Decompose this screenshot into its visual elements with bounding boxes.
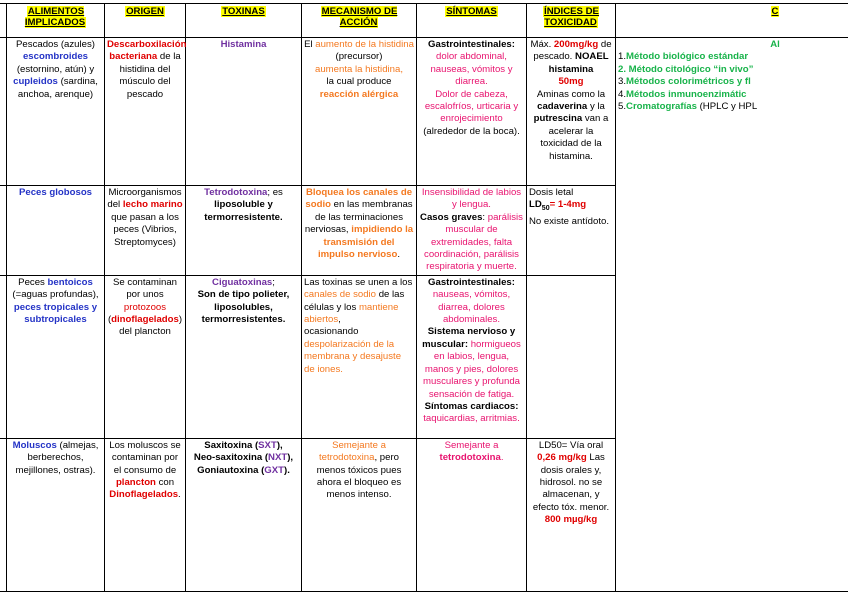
control-cell: Al 1.Método biológico estándar 2. Método citológico “in vivo” 3.Métodos colorimétricos y fl 4.Métodos inmunoenzimátic 5.Cromatografías (HPLC y HPL xyxy=(616,38,848,592)
symptoms-cell: Gastrointestinales: nauseas, vómitos, diarrea, dolores abdominales. Sistema nervioso y muscular: hormigueos en labios, lengua, manos y pies, dolores musculares y profunda sensación de fatiga. Síntomas cardiacos: taquicardias, arritmias. xyxy=(417,275,527,438)
origin-cell: Microorganismos del lecho marino que pasan a los peces (Vibrios, Streptomyces) xyxy=(105,186,186,276)
foods-cell: Peces globosos xyxy=(7,186,105,276)
header-mechanism: MECANISMO DE ACCIÓN xyxy=(302,4,417,38)
mechanism-cell: Las toxinas se unen a los canales de sodio de las células y los mantiene abiertos, ocasionando despolarización de la membrana y desajuste de iones. xyxy=(302,275,417,438)
toxicity-cell: LD50= Vía oral 0,26 mg/kg Las dosis orales y, hidrosol. no se almacenan, y efecto tóx. menor. 800 mµg/kg xyxy=(527,438,616,591)
toxin-cell: Histamina xyxy=(186,38,302,186)
toxicity-cell xyxy=(527,275,616,438)
toxin-cell: Ciguatoxinas; Son de tipo polieter, liposolubles, termorresistentes. xyxy=(186,275,302,438)
toxin-cell: Tetrodotoxina; es liposoluble y termorresistente. xyxy=(186,186,302,276)
header-control: C xyxy=(616,4,848,38)
table-row xyxy=(0,38,848,186)
symptoms-cell: Insensibilidad de labios y lengua. Casos graves: parálisis muscular de extremidades, falta coordinación, parálisis respiratoria y muerte. xyxy=(417,186,527,276)
header-foods: ALIMENTOS IMPLICADOS xyxy=(7,4,105,38)
header-symptoms: SÍNTOMAS xyxy=(417,4,527,38)
symptoms-cell: Gastrointestinales: dolor abdominal, nauseas, vómitos y diarrea. Dolor de cabeza, escalofríos, urticaria y enrojecimiento (alrededor de la boca). xyxy=(417,38,527,186)
header-toxicity: ÍNDICES DE TOXICIDAD xyxy=(527,4,616,38)
mechanism-cell: Bloquea los canales de sodio en las membranas de las terminaciones nerviosas, impidiendo la transmisión del impulso nervioso. xyxy=(302,186,417,276)
origin-cell: Se contaminan por unos protozoos (dinoflagelados) del plancton xyxy=(105,275,186,438)
mechanism-cell: El aumento de la histidina (precursor) aumenta la histidina, la cual produce reacción alérgica xyxy=(302,38,417,186)
foods-cell: Moluscos (almejas, berberechos, mejillones, ostras). xyxy=(7,438,105,591)
header-origin: ORIGEN xyxy=(105,4,186,38)
toxicity-cell: Máx. 200mg/kg de pescado. NOAEL histamina 50mg Aminas como la cadaverina y la putrescina van a acelerar la toxicidad de la histamina. xyxy=(527,38,616,186)
header-row xyxy=(0,4,848,38)
symptoms-cell: Semejante a tetrodotoxina. xyxy=(417,438,527,591)
mechanism-cell: Semejante a tetrodotoxina, pero menos tóxicos pues ahora el bloqueo es menos intenso. xyxy=(302,438,417,591)
header-toxins: TOXINAS xyxy=(186,4,302,38)
origin-cell: Los moluscos se contaminan por el consumo de plancton con Dinoflagelados. xyxy=(105,438,186,591)
origin-cell: Descarboxilación bacteriana de la histidina del músculo del pescado xyxy=(105,38,186,186)
toxins-table xyxy=(0,3,848,592)
foods-cell: Pescados (azules) escombroides (estornino, atún) y cupleidos (sardina, anchoa, arenque) xyxy=(7,38,105,186)
toxin-cell: Saxitoxina (SXT), Neo-saxitoxina (NXT), Goniautoxina (GXT). xyxy=(186,438,302,591)
toxicity-cell: Dosis letal $LD_{50}= 1-4mg$ No existe antídoto. xyxy=(527,186,616,276)
foods-cell: Peces bentoicos (=aguas profundas), peces tropicales y subtropicales xyxy=(7,275,105,438)
